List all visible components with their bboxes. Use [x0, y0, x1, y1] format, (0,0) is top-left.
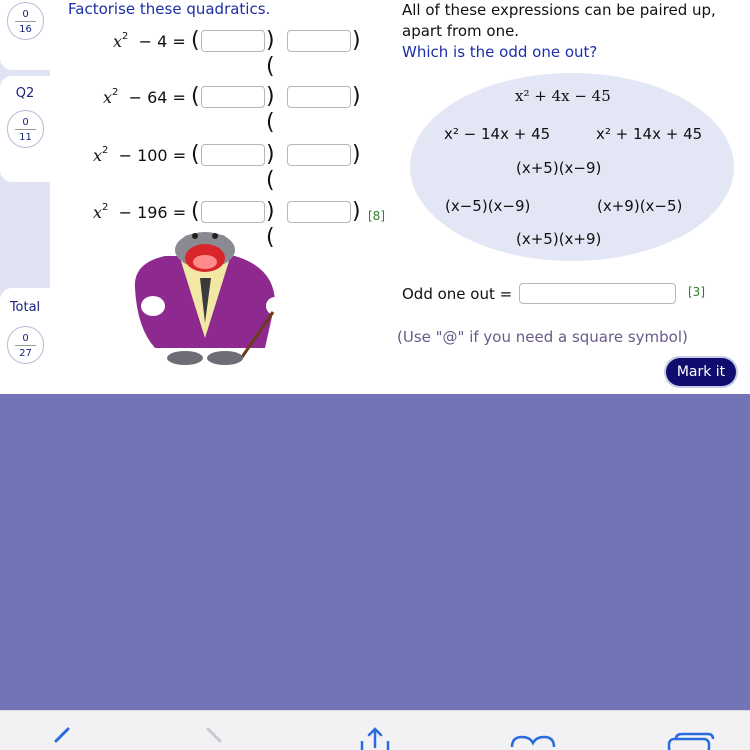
marks-label: [3] [688, 285, 705, 299]
score-max: 16 [19, 24, 32, 35]
score-max: 11 [19, 132, 32, 143]
factor-input-2[interactable] [287, 30, 351, 52]
expression-card: x² − 14x + 45 [444, 125, 551, 143]
quadratic-expression: $x^2 - 196$ = [93, 201, 187, 222]
expression-card: (x+5)(x−9) [516, 159, 602, 177]
forward-icon[interactable] [202, 725, 228, 750]
share-icon[interactable] [358, 727, 392, 750]
expression-card: (x+9)(x−5) [597, 197, 683, 215]
factor-input-2[interactable] [287, 201, 351, 223]
odd-one-out-question: Which is the odd one out? [402, 43, 598, 61]
expression-card: (x−5)(x−9) [445, 197, 531, 215]
score-value: 0 [22, 117, 29, 128]
expression-card: x² + 4x − 45 [515, 87, 611, 105]
sidebar-label: Total [9, 300, 41, 315]
sidebar [0, 0, 50, 394]
odd-one-out-label: Odd one out = [402, 285, 513, 303]
tabs-icon[interactable] [666, 731, 716, 750]
score-max: 27 [19, 348, 32, 359]
factor-input-2[interactable] [287, 86, 351, 108]
hippo-mascot-illustration [125, 228, 285, 368]
browser-toolbar [0, 710, 750, 750]
score-value: 0 [22, 9, 29, 20]
score-pill [7, 2, 44, 40]
expression-card: (x+5)(x+9) [516, 230, 602, 248]
expression-card: x² + 14x + 45 [596, 125, 703, 143]
factor-input-1[interactable] [201, 201, 265, 223]
sidebar-label: Q2 [15, 86, 35, 101]
hint-text: (Use "@" if you need a square symbol) [397, 328, 688, 346]
sidebar-card-total [0, 288, 50, 394]
quadratic-expression: $x^2 - 64$ = [103, 86, 186, 107]
back-icon[interactable] [48, 725, 74, 750]
marks-label: [8] [368, 209, 385, 223]
factor-input-1[interactable] [201, 30, 265, 52]
instruction-text: All of these expressions can be paired up, apart from one. [402, 1, 716, 40]
score-pill [7, 110, 44, 148]
quadratic-expression: $x^2 - 100$ = [93, 144, 187, 165]
quadratic-expression: $x^2 - 4$ = [113, 30, 186, 51]
factor-input-2[interactable] [287, 144, 351, 166]
odd-one-out-input[interactable] [519, 283, 676, 304]
sidebar-card-q2[interactable] [0, 76, 50, 182]
bookmarks-icon[interactable] [510, 733, 556, 750]
mark-it-button[interactable]: Mark it [666, 358, 736, 386]
score-value: 0 [22, 333, 29, 344]
question-title: Factorise these quadratics. [68, 0, 271, 18]
sidebar-card-q1[interactable] [0, 0, 50, 70]
factor-input-1[interactable] [201, 144, 265, 166]
factor-input-1[interactable] [201, 86, 265, 108]
worksheet-panel: 0 16 Q2 0 11 Total 0 27 Factorise these quadratics. $x^2 - 4$ = ( )( ) $x^2 - 64$ = ( )( ) $x^2 - 100$ = ( )( ) $x^2 - 196$ = ( )( ) [8] All of these expressions can be paired up, apart from one. Which is the odd one out? x² + 4x − 45 x² − 14x + 45 x² + 14x + 45 (x+5)(x−9) (x−5)(x−9) (x+9)(x−5) (x+5)(x+9) Odd one out = [3] (Use "@" if you need a square symbol) Mark it [0, 0, 750, 394]
score-pill [7, 326, 44, 364]
